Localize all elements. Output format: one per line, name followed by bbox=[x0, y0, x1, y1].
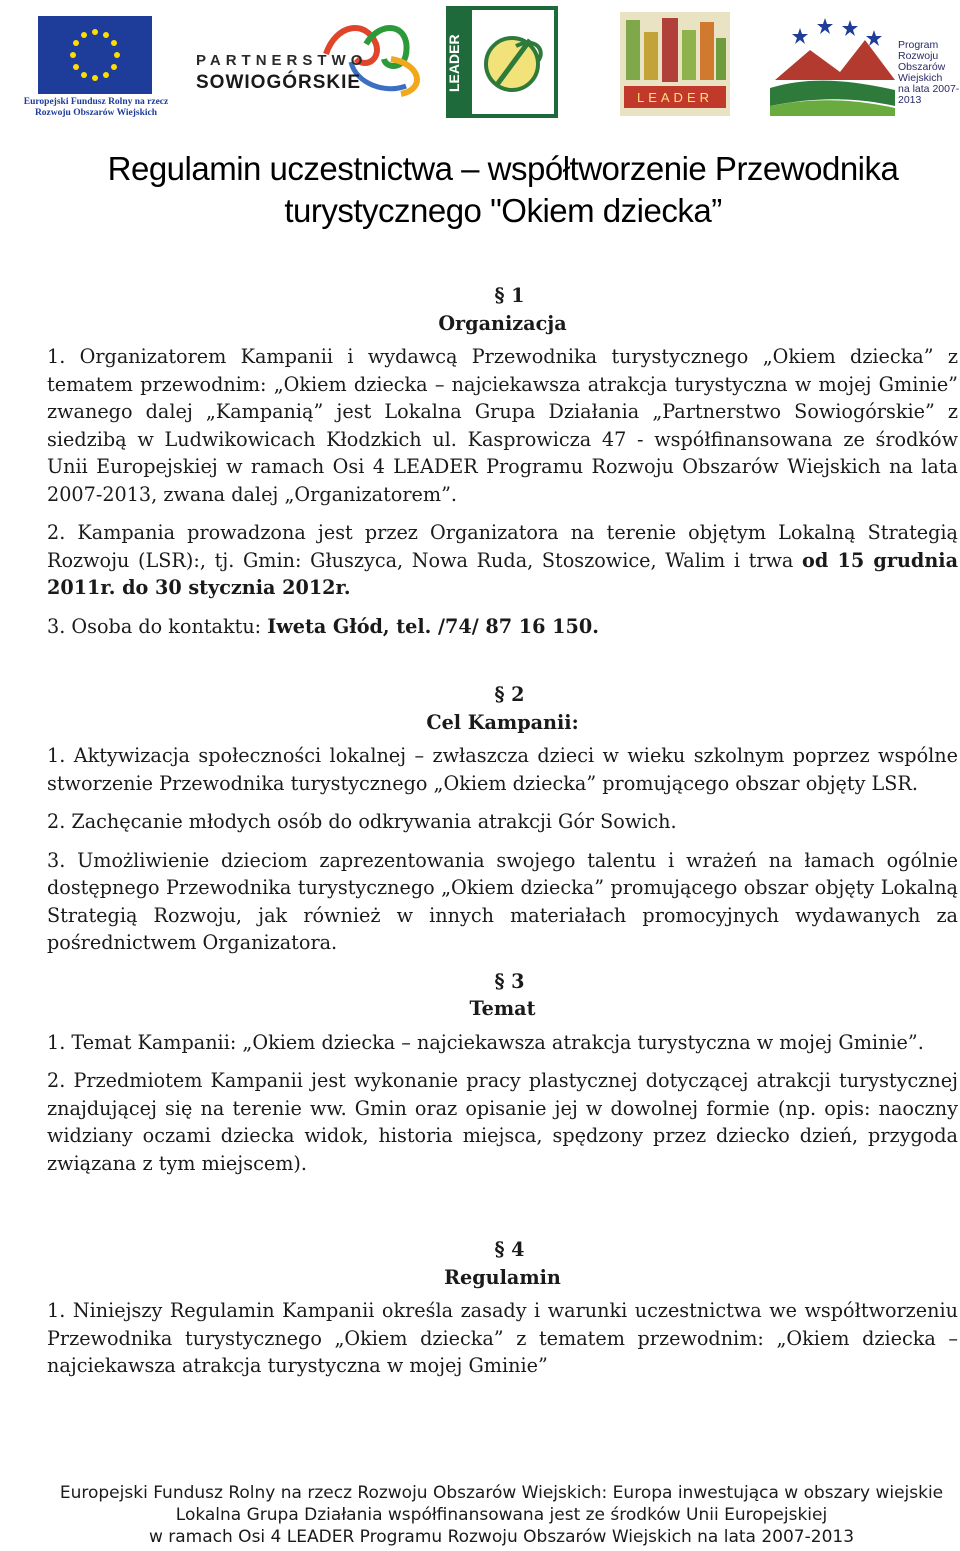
document-title-line1: Regulamin uczestnictwa – współtworzenie Przewodnika bbox=[107, 150, 899, 187]
section-2-paragraph-2: 2. Zachęcanie młodych osób do odkrywania atrakcji Gór Sowich. bbox=[47, 810, 677, 833]
document-body bbox=[47, 282, 958, 1391]
prow-caption-line3: Obszarów bbox=[898, 61, 946, 73]
section-1-paragraph-2-dates: od 15 grudnia 2011r. do 30 stycznia 2012r. bbox=[47, 548, 958, 599]
section-1-number: § 1 bbox=[494, 284, 525, 307]
contact-label: 3. Osoba do kontaktu: bbox=[47, 614, 262, 638]
section-1-heading: Organizacja bbox=[438, 311, 567, 335]
section-3-heading: Temat bbox=[469, 997, 536, 1020]
section-4-heading: Regulamin bbox=[444, 1265, 561, 1289]
footer-line-3: w ramach Osi 4 LEADER Programu Rozwoju Obszarów Wiejskich na lata 2007-2013 bbox=[148, 1527, 855, 1547]
logos-header bbox=[0, 0, 960, 130]
eu-logo-caption bbox=[6, 97, 186, 119]
page-footer bbox=[0, 1482, 960, 1548]
section-1-paragraph-2 bbox=[47, 519, 958, 602]
prow-logo-caption bbox=[898, 40, 960, 106]
prow-caption-line1: Program bbox=[898, 39, 939, 51]
section-3-paragraph-2: 2. Przedmiotem Kampanii jest wykonanie pracy plastycznej dotyczącej atrakcji turystycznej znajdującej się na terenie ww. Gmin oraz opisanie jej w dowolnej formie (np. opis: naoczny widziany oczami dziecka widok, historia miejsca, spędzony przez dziecko dzień, przygoda związana z tym miejscem). bbox=[47, 1069, 958, 1175]
prow-caption-line5: na lata 2007-2013 bbox=[898, 83, 960, 106]
section-2-heading: Cel Kampanii: bbox=[426, 710, 579, 734]
section-2-paragraph-3: 3. Umożliwienie dzieciom zaprezentowania swojego talentu i wrażeń na łamach ogólnie dostępnego Przewodnika turystycznego „Okiem dziecka” promującego obszar objęty Lokalną Strategią Rozwoju, jak również w innych materiałach promocyjnych wydawanych za pośrednictwem Organizatora. bbox=[47, 848, 958, 954]
document-title bbox=[50, 148, 956, 232]
partnerstwo-logo-line2: SOWIOGÓRSKIE bbox=[196, 72, 362, 93]
section-1-paragraph-2-text: 2. Kampania prowadzona jest przez Organizatora na terenie objętym Lokalną Strategią Rozwoju (LSR):, tj. Gmin: Głuszyca, Nowa Ruda, Stoszowice, Walim i trwa bbox=[47, 521, 958, 572]
eu-caption-line2: Rozwoju Obszarów Wiejskich bbox=[34, 108, 158, 118]
section-1-paragraph-1: 1. Organizatorem Kampanii i wydawcą Przewodnika turystycznego „Okiem dziecka” z tematem przewodnim: „Okiem dziecka – najciekawsza atrakcja turystyczna w mojej Gminie” zwanego dalej „Kampanią” jest Lokalna Grupa Działania „Partnerstwo Sowiogórskie” z siedzibą w Ludwikowicach Kłodzkich ul. Kasprowicza 47 - współfinansowana ze środków Unii Europejskiej w ramach Osi 4 LEADER Programu Rozwoju Obszarów Wiejskich na lata 2007-2013, zwana dalej „Organizatorem”. bbox=[47, 345, 958, 506]
leader-figures-logo bbox=[620, 12, 730, 116]
leader-logo bbox=[446, 6, 558, 118]
eu-caption-line1: Europejski Fundusz Rolny na rzecz bbox=[23, 97, 169, 107]
section-3-paragraph-1: 1. Temat Kampanii: „Okiem dziecka – najciekawsza atrakcja turystyczna w mojej Gminie”. bbox=[47, 1030, 924, 1054]
leader2-logo-text: LEADER bbox=[636, 90, 714, 105]
footer-line-2: Lokalna Grupa Działania współfinansowana jest ze środków Unii Europejskiej bbox=[175, 1505, 828, 1525]
section-4-number: § 4 bbox=[494, 1238, 525, 1261]
document-title-line2: turystycznego "Okiem dziecka” bbox=[284, 192, 722, 229]
section-2-number: § 2 bbox=[494, 683, 525, 706]
section-4-paragraph-1: 1. Niniejszy Regulamin Kampanii określa zasady i warunki uczestnictwa we współtworzeniu Przewodnika turystycznego „Okiem dziecka” z tematem przewodnim: „Okiem dziecka – najciekawsza atrakcja turystyczna w mojej Gminie” bbox=[47, 1299, 958, 1377]
eu-flag-logo bbox=[38, 16, 152, 94]
partnerstwo-logo-line1: PARTNERSTWO bbox=[196, 52, 368, 69]
contact-value: Iweta Głód, tel. /74/ 87 16 150. bbox=[267, 614, 599, 638]
footer-line-1: Europejski Fundusz Rolny na rzecz Rozwoju Obszarów Wiejskich: Europa inwestująca w obszary wiejskie bbox=[59, 1483, 944, 1503]
prow-caption-line2: Rozwoju bbox=[898, 50, 939, 62]
leader-logo-text: LEADER bbox=[446, 34, 462, 92]
prow-caption-line4: Wiejskich bbox=[898, 72, 943, 84]
section-1-paragraph-3 bbox=[47, 613, 958, 641]
section-2-paragraph-1: 1. Aktywizacja społeczności lokalnej – zwłaszcza dzieci w wieku szkolnym poprzez wspólne stworzenie Przewodnika turystycznego „Okiem dziecka” promującego obszar objęty LSR. bbox=[47, 744, 958, 795]
section-3-number: § 3 bbox=[494, 969, 525, 993]
